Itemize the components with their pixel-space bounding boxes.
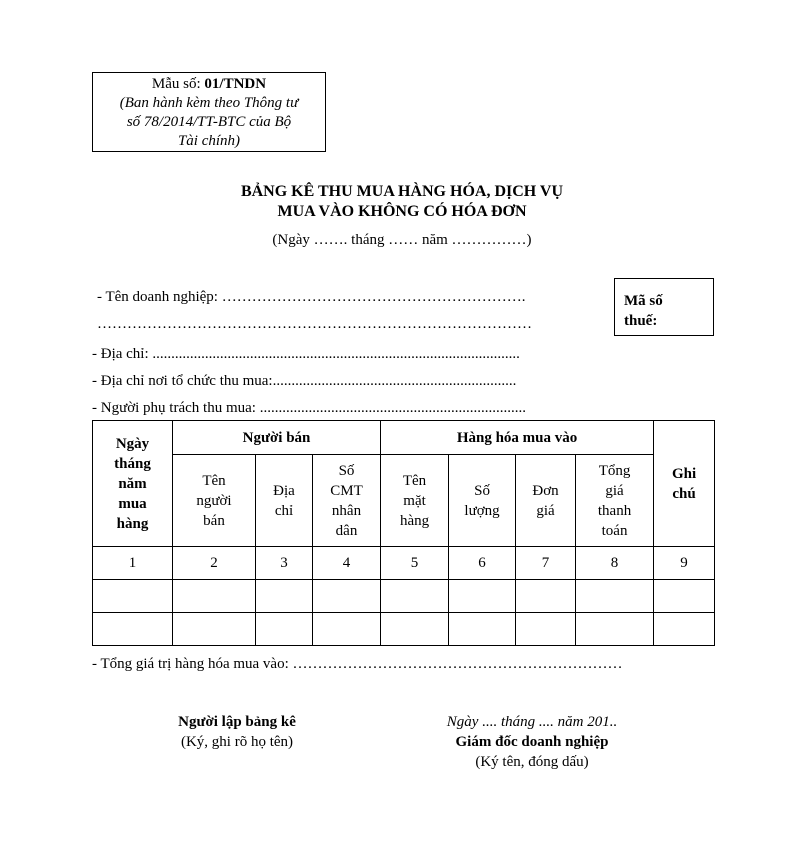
col-header-unit-price: Đơn giá (516, 455, 576, 547)
column-number: 6 (449, 547, 516, 580)
document-date-line: (Ngày ……. tháng …… năm ……………) (272, 232, 532, 248)
address-field: - Địa chỉ: .................................................................................................. (92, 346, 520, 362)
table-row (93, 580, 715, 613)
col-header-id-number: Số CMT nhân dân (313, 455, 381, 547)
table-cell[interactable] (576, 613, 654, 646)
column-number: 1 (93, 547, 173, 580)
purchase-address-field: - Địa chỉ nơi tổ chức thu mua:................................................................. (92, 373, 517, 389)
table-cell[interactable] (654, 613, 715, 646)
col-header-seller-address: Địa chỉ (256, 455, 313, 547)
table-cell[interactable] (449, 613, 516, 646)
table-cell[interactable] (381, 613, 449, 646)
col-header-item-name: Tên mặt hàng (381, 455, 449, 547)
column-number: 8 (576, 547, 654, 580)
column-number: 2 (173, 547, 256, 580)
col-header-date: Ngày tháng năm mua hàng (93, 421, 173, 547)
table-cell[interactable] (516, 613, 576, 646)
table-cell[interactable] (576, 580, 654, 613)
column-number: 3 (256, 547, 313, 580)
tax-code-label-2: thuế: (624, 313, 658, 329)
director-title: Giám đốc doanh nghiệp (455, 734, 609, 750)
table-cell[interactable] (313, 580, 381, 613)
column-number: 5 (381, 547, 449, 580)
table-cell[interactable] (516, 580, 576, 613)
col-header-total-payment: Tổng giá thanh toán (576, 455, 654, 547)
form-note-line-3: Tài chính) (177, 133, 241, 149)
table-cell[interactable] (256, 580, 313, 613)
table-cell[interactable] (173, 580, 256, 613)
form-code: 01/TNDN (204, 76, 267, 92)
total-value-field: - Tổng giá trị hàng hóa mua vào: ………………………………………………………… (92, 656, 623, 672)
table-row (93, 613, 715, 646)
company-name-continuation: …………………………………………………………………………… (97, 316, 532, 332)
column-number: 9 (654, 547, 715, 580)
preparer-title: Người lập bảng kê (178, 714, 296, 730)
table-cell[interactable] (381, 580, 449, 613)
preparer-note: (Ký, ghi rõ họ tên) (180, 734, 294, 750)
form-note-line-2: số 78/2014/TT-BTC của Bộ (126, 114, 292, 130)
table-cell[interactable] (173, 613, 256, 646)
signature-date: Ngày .... tháng .... năm 201.. (446, 714, 618, 730)
table-cell[interactable] (313, 613, 381, 646)
column-number: 7 (516, 547, 576, 580)
col-header-seller-name: Tên người bán (173, 455, 256, 547)
group-header-seller: Người bán (173, 421, 381, 455)
table-cell[interactable] (93, 580, 173, 613)
col-header-quantity: Số lượng (449, 455, 516, 547)
preparer-signature-block (137, 712, 337, 752)
col-header-note: Ghi chú (654, 421, 715, 547)
group-header-goods: Hàng hóa mua vào (381, 421, 654, 455)
document-title-line-2: MUA VÀO KHÔNG CÓ HÓA ĐƠN (277, 203, 527, 220)
person-in-charge-field: - Người phụ trách thu mua: ....................................................................... (92, 400, 526, 416)
table-cell[interactable] (654, 580, 715, 613)
document-title-line-1: BẢNG KÊ THU MUA HÀNG HÓA, DỊCH VỤ (240, 183, 564, 200)
column-number-row (93, 547, 715, 580)
director-note: (Ký tên, đóng dấu) (475, 754, 589, 770)
director-signature-block (402, 712, 662, 772)
table-cell[interactable] (256, 613, 313, 646)
tax-code-label-1: Mã số (624, 293, 663, 309)
column-number: 4 (313, 547, 381, 580)
form-code-box (92, 72, 326, 152)
form-label: Mẫu số: (151, 76, 205, 92)
table-cell[interactable] (449, 580, 516, 613)
form-note-line-1: (Ban hành kèm theo Thông tư (119, 95, 299, 111)
table-cell[interactable] (93, 613, 173, 646)
purchase-table (92, 420, 715, 646)
company-name-field: - Tên doanh nghiệp: ……………………………………………………. (97, 289, 526, 305)
tax-code-box (614, 278, 714, 336)
